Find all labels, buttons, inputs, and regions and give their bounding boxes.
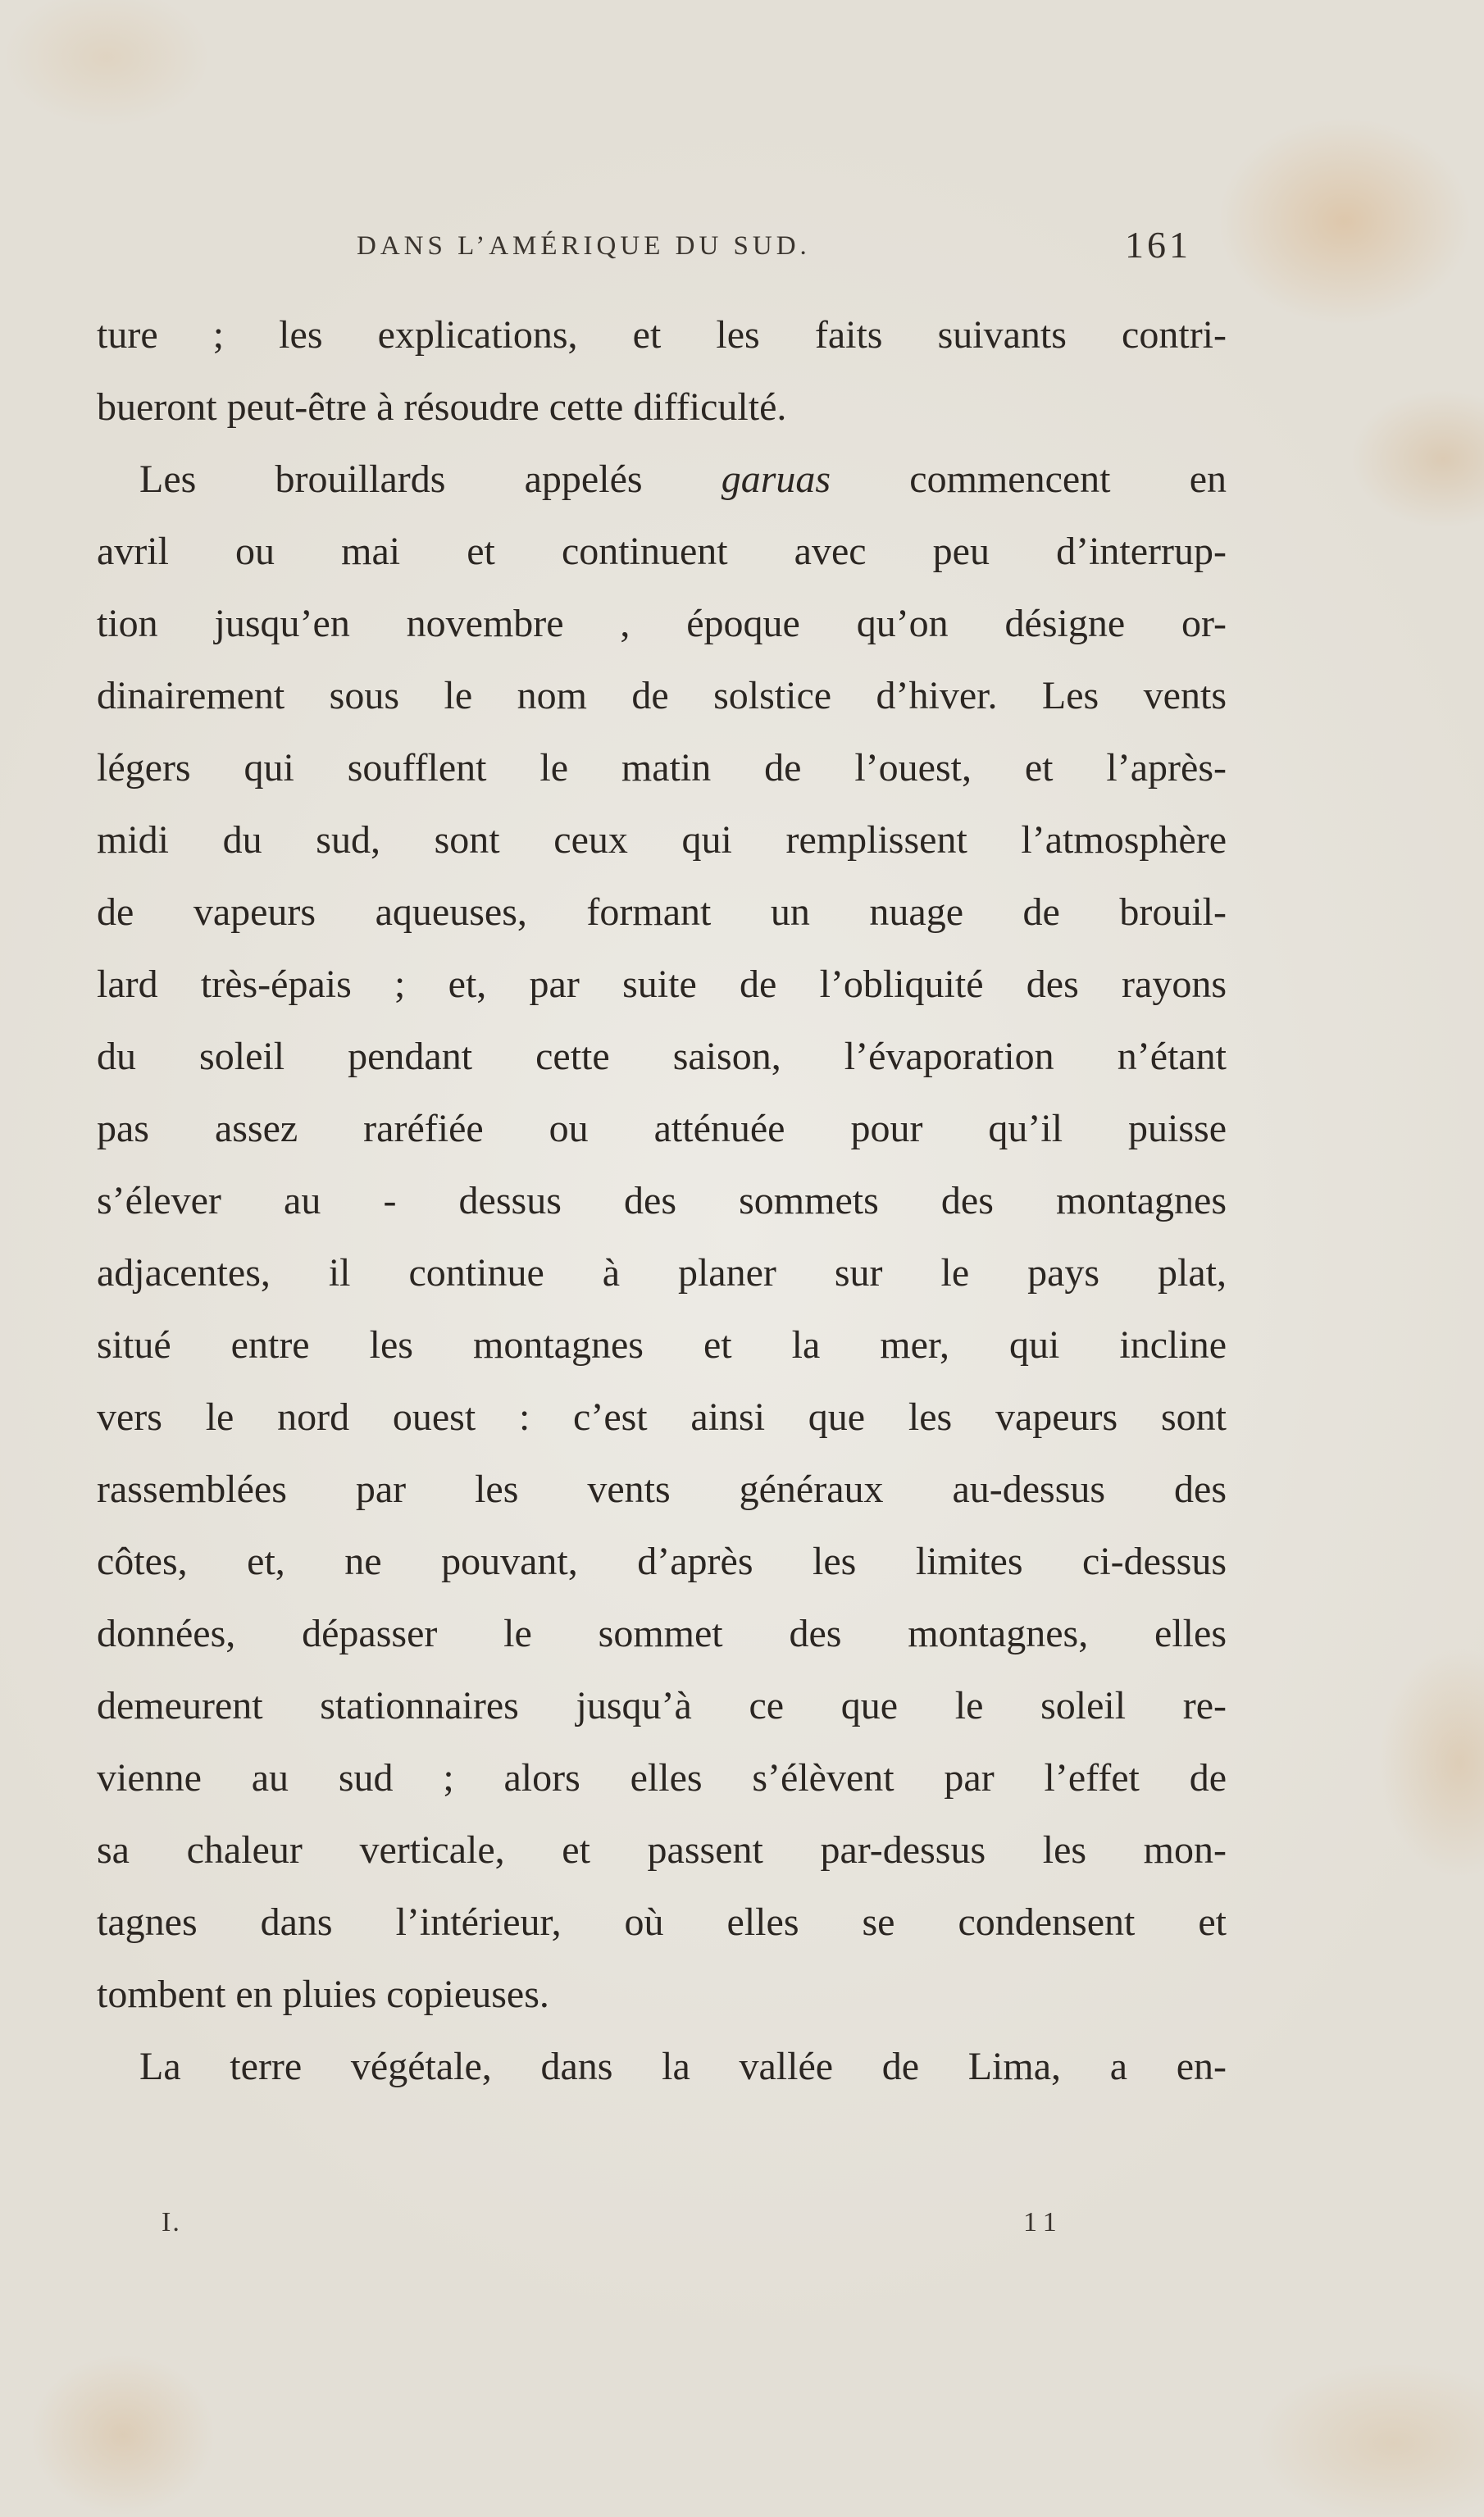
text-line-part: Les brouillards appelés bbox=[139, 457, 722, 501]
running-title: DANS L’AMÉRIQUE DU SUD. bbox=[357, 231, 811, 261]
text-line: tombent en pluies copieuses. bbox=[97, 1973, 549, 2016]
text-line: demeurent stationnaires jusqu’à ce que le soleil re- bbox=[97, 1684, 1227, 1727]
text-line: lard très-épais ; et, par suite de l’obliquité des rayons bbox=[97, 963, 1227, 1006]
text-line: dinairement sous le nom de solstice d’hiver. Les vents bbox=[97, 674, 1227, 717]
page-number: 161 bbox=[1125, 224, 1191, 266]
text-line: côtes, et, ne pouvant, d’après les limites ci-dessus bbox=[97, 1540, 1227, 1583]
text-line: midi du sud, sont ceux qui remplissent l’atmosphère bbox=[97, 818, 1227, 862]
text-line: données, dépasser le sommet des montagnes, elles bbox=[97, 1612, 1227, 1655]
text-line: bueront peut-être à résoudre cette difficulté. bbox=[97, 385, 787, 429]
text-line: légers qui soufflent le matin de l’ouest, et l’après- bbox=[97, 746, 1227, 790]
sheet-number: 11 bbox=[1023, 2207, 1063, 2237]
text-line: tagnes dans l’intérieur, où elles se condensent et bbox=[97, 1900, 1227, 1944]
text-line: La terre végétale, dans la vallée de Lima, a en- bbox=[139, 2045, 1227, 2088]
text-line: du soleil pendant cette saison, l’évaporation n’étant bbox=[97, 1035, 1227, 1078]
text-line: Les brouillards appelés garuas commencent en bbox=[139, 457, 1227, 501]
text-line: avril ou mai et continuent avec peu d’interrup- bbox=[97, 530, 1227, 573]
text-line: vienne au sud ; alors elles s’élèvent par l’effet de bbox=[97, 1756, 1227, 1800]
text-line: s’élever au - dessus des sommets des montagnes bbox=[97, 1179, 1227, 1222]
text-line: adjacentes, il continue à planer sur le pays plat, bbox=[97, 1251, 1227, 1295]
text-line: tion jusqu’en novembre , époque qu’on désigne or- bbox=[97, 602, 1227, 645]
text-line: vers le nord ouest : c’est ainsi que les vapeurs sont bbox=[97, 1395, 1227, 1439]
emphasis-word: garuas bbox=[721, 457, 831, 501]
text-line: sa chaleur verticale, et passent par-dessus les mon- bbox=[97, 1828, 1227, 1872]
text-line: de vapeurs aqueuses, formant un nuage de brouil- bbox=[97, 890, 1227, 934]
text-line: ture ; les explications, et les faits suivants contri- bbox=[97, 313, 1227, 357]
text-line: situé entre les montagnes et la mer, qui incline bbox=[97, 1323, 1227, 1367]
signature-mark: I. bbox=[162, 2207, 181, 2237]
text-line: rassemblées par les vents généraux au-dessus des bbox=[97, 1468, 1227, 1511]
text-line: pas assez raréfiée ou atténuée pour qu’il puisse bbox=[97, 1107, 1227, 1150]
